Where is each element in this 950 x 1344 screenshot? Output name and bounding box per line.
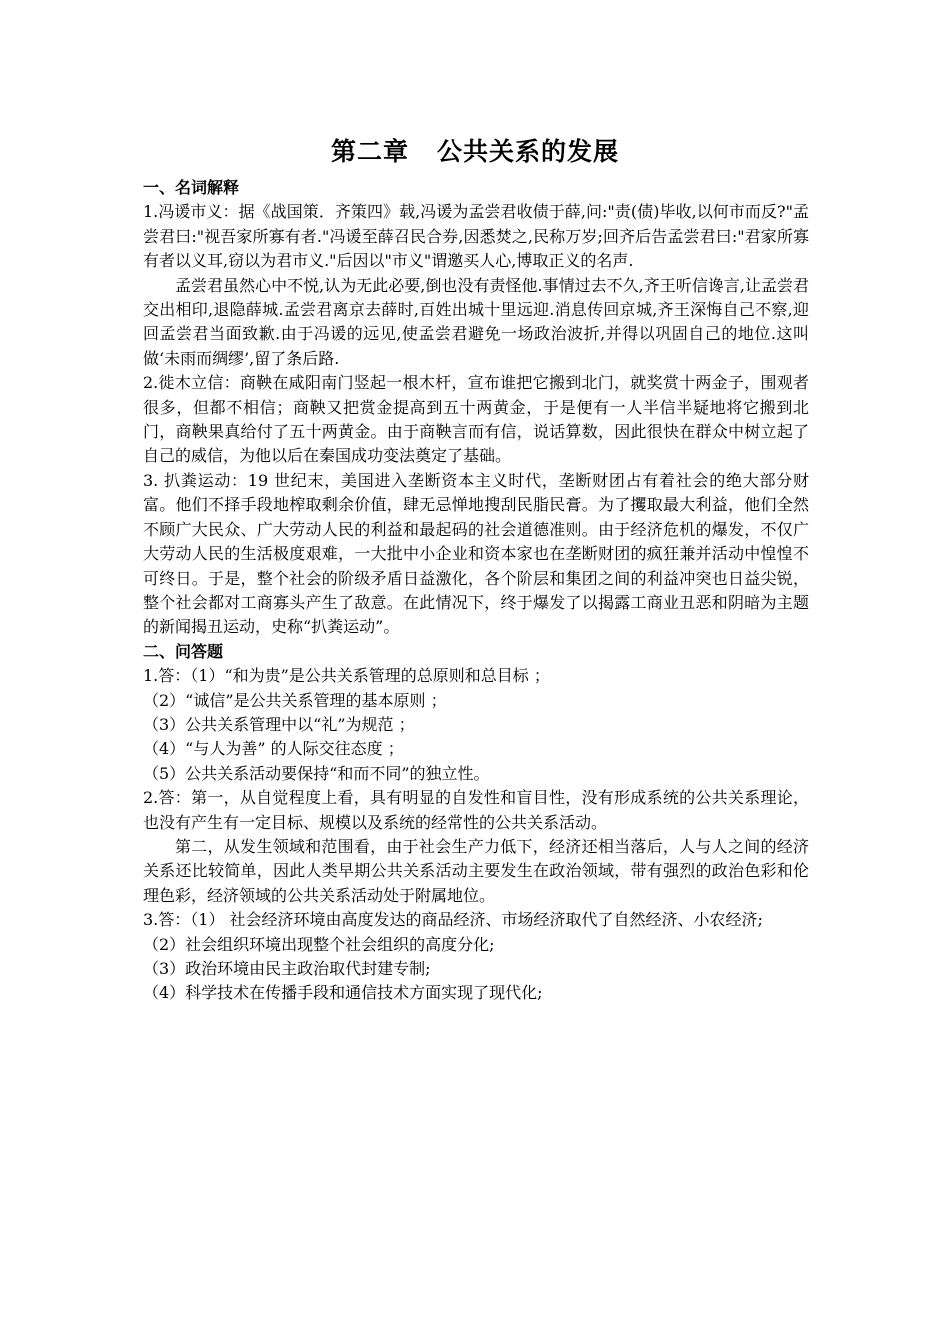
answer-3-line-3: （3）政治环境由民主政治取代封建专制; [143, 959, 431, 978]
chapter-number: 第二章 [330, 137, 409, 166]
answer-1-line-3: （3）公共关系管理中以“礼”为规范 ； [143, 714, 415, 734]
section-heading-qa: 二、问答题 [143, 641, 224, 661]
answer-1-line-1: 1.答：（1）“和为贵”是公共关系管理的总原则和总目标 ； [143, 666, 550, 686]
answer-1-line-4: （4）“与人为善” 的人际交往态度 ； [143, 739, 404, 759]
answer-3-line-1: 3.答：（1） 社会经济环境由高度发达的商品经济、市场经济取代了自然经济、小农经济; [143, 910, 763, 930]
section-heading-terms: 一、名词解释 [143, 178, 240, 197]
term-paragraph-1: 1.冯谖市义：据《战国策．齐策四》载,冯谖为孟尝君收债于薛,问:"责(债)毕收,以何市而反?"孟尝君曰:"视吾家所寡有者."冯谖至薛召民合券,因悉焚之,民称万岁;回齐后告孟尝君曰:"君家所寡有者以义耳,窃以为君市义."后因以"市义"谓邀买人心,博取正义的名声. [143, 202, 809, 271]
term-paragraph-3: 3. 扒粪运动：19 世纪末，美国进入垄断资本主义时代，垄断财团占有着社会的绝大部分财富。他们不择手段地榨取剩余价值，肆无忌惮地搜刮民脂民膏。为了攫取最大利益，他们全然不顾广大民众、广大劳动人民的利益和最起码的社会道德准则。由于经济危机的爆发，不仅广大劳动人民的生活极度艰难，一大批中小企业和资本家也在垄断财团的疯狂兼并活动中惶惶不可终日。于是，整个社会的阶级矛盾日益激化，各个阶层和集团之间的利益冲突也日益尖锐，整个社会都对工商寡头产生了敌意。在此情况下，终于爆发了以揭露工商业丑恶和阴暗为主题的新闻揭丑运动，史称“扒粪运动”。 [143, 470, 809, 637]
answer-2-paragraph-1: 2.答：第一，从自觉程度上看，具有明显的自发性和盲目性，没有形成系统的公共关系理论，也没有产生有一定目标、规模以及系统的经常性的公共关系活动。 [143, 788, 809, 832]
answer-2-paragraph-2: 第二，从发生领域和范围看，由于社会生产力低下，经济还相当落后，人与人之间的经济关系还比较简单，因此人类早期公共关系活动主要发生在政治领域，带有强烈的政治色彩和伦理色彩，经济领域的公共关系活动处于附属地位。 [143, 836, 809, 905]
term-paragraph-1-continued: 孟尝君虽然心中不悦,认为无此必要,倒也没有责怪他.事情过去不久,齐王听信谗言,让孟尝君交出相印,退隐薛城.孟尝君离京去薛时,百姓出城十里远迎.消息传回京城,齐王深悔自己不察,迎回孟尝君当面致歉.由于冯谖的远见,使孟尝君避免一场政治波折,并得以巩固自己的地位.这叫做‘未雨而绸缪’,留了条后路. [143, 275, 809, 368]
chapter-title [0, 132, 950, 168]
answer-1-line-2: （2）“诚信”是公共关系管理的基本原则 ； [143, 690, 447, 710]
answer-3-line-4: （4）科学技术在传播手段和通信技术方面实现了现代化; [143, 983, 543, 1003]
term-paragraph-2: 2.徙木立信：商鞅在咸阳南门竖起一根木杆，宣布谁把它搬到北门，就奖赏十两金子，围观者很多，但都不相信；商鞅又把赏金提高到五十两黄金，于是便有一人半信半疑地将它搬到北门，商鞅果真给付了五十两黄金。由于商鞅言而有信，说话算数，因此很快在群众中树立起了自己的威信，为他以后在秦国成功变法奠定了基础。 [143, 373, 809, 466]
answer-3-line-2: （2）社会组织环境出现整个社会组织的高度分化; [143, 934, 495, 954]
answer-1-line-5: （5）公共关系活动要保持“和而不同”的独立性。 [143, 763, 490, 783]
document-body [143, 176, 809, 1006]
chapter-name: 公共关系的发展 [437, 137, 620, 166]
